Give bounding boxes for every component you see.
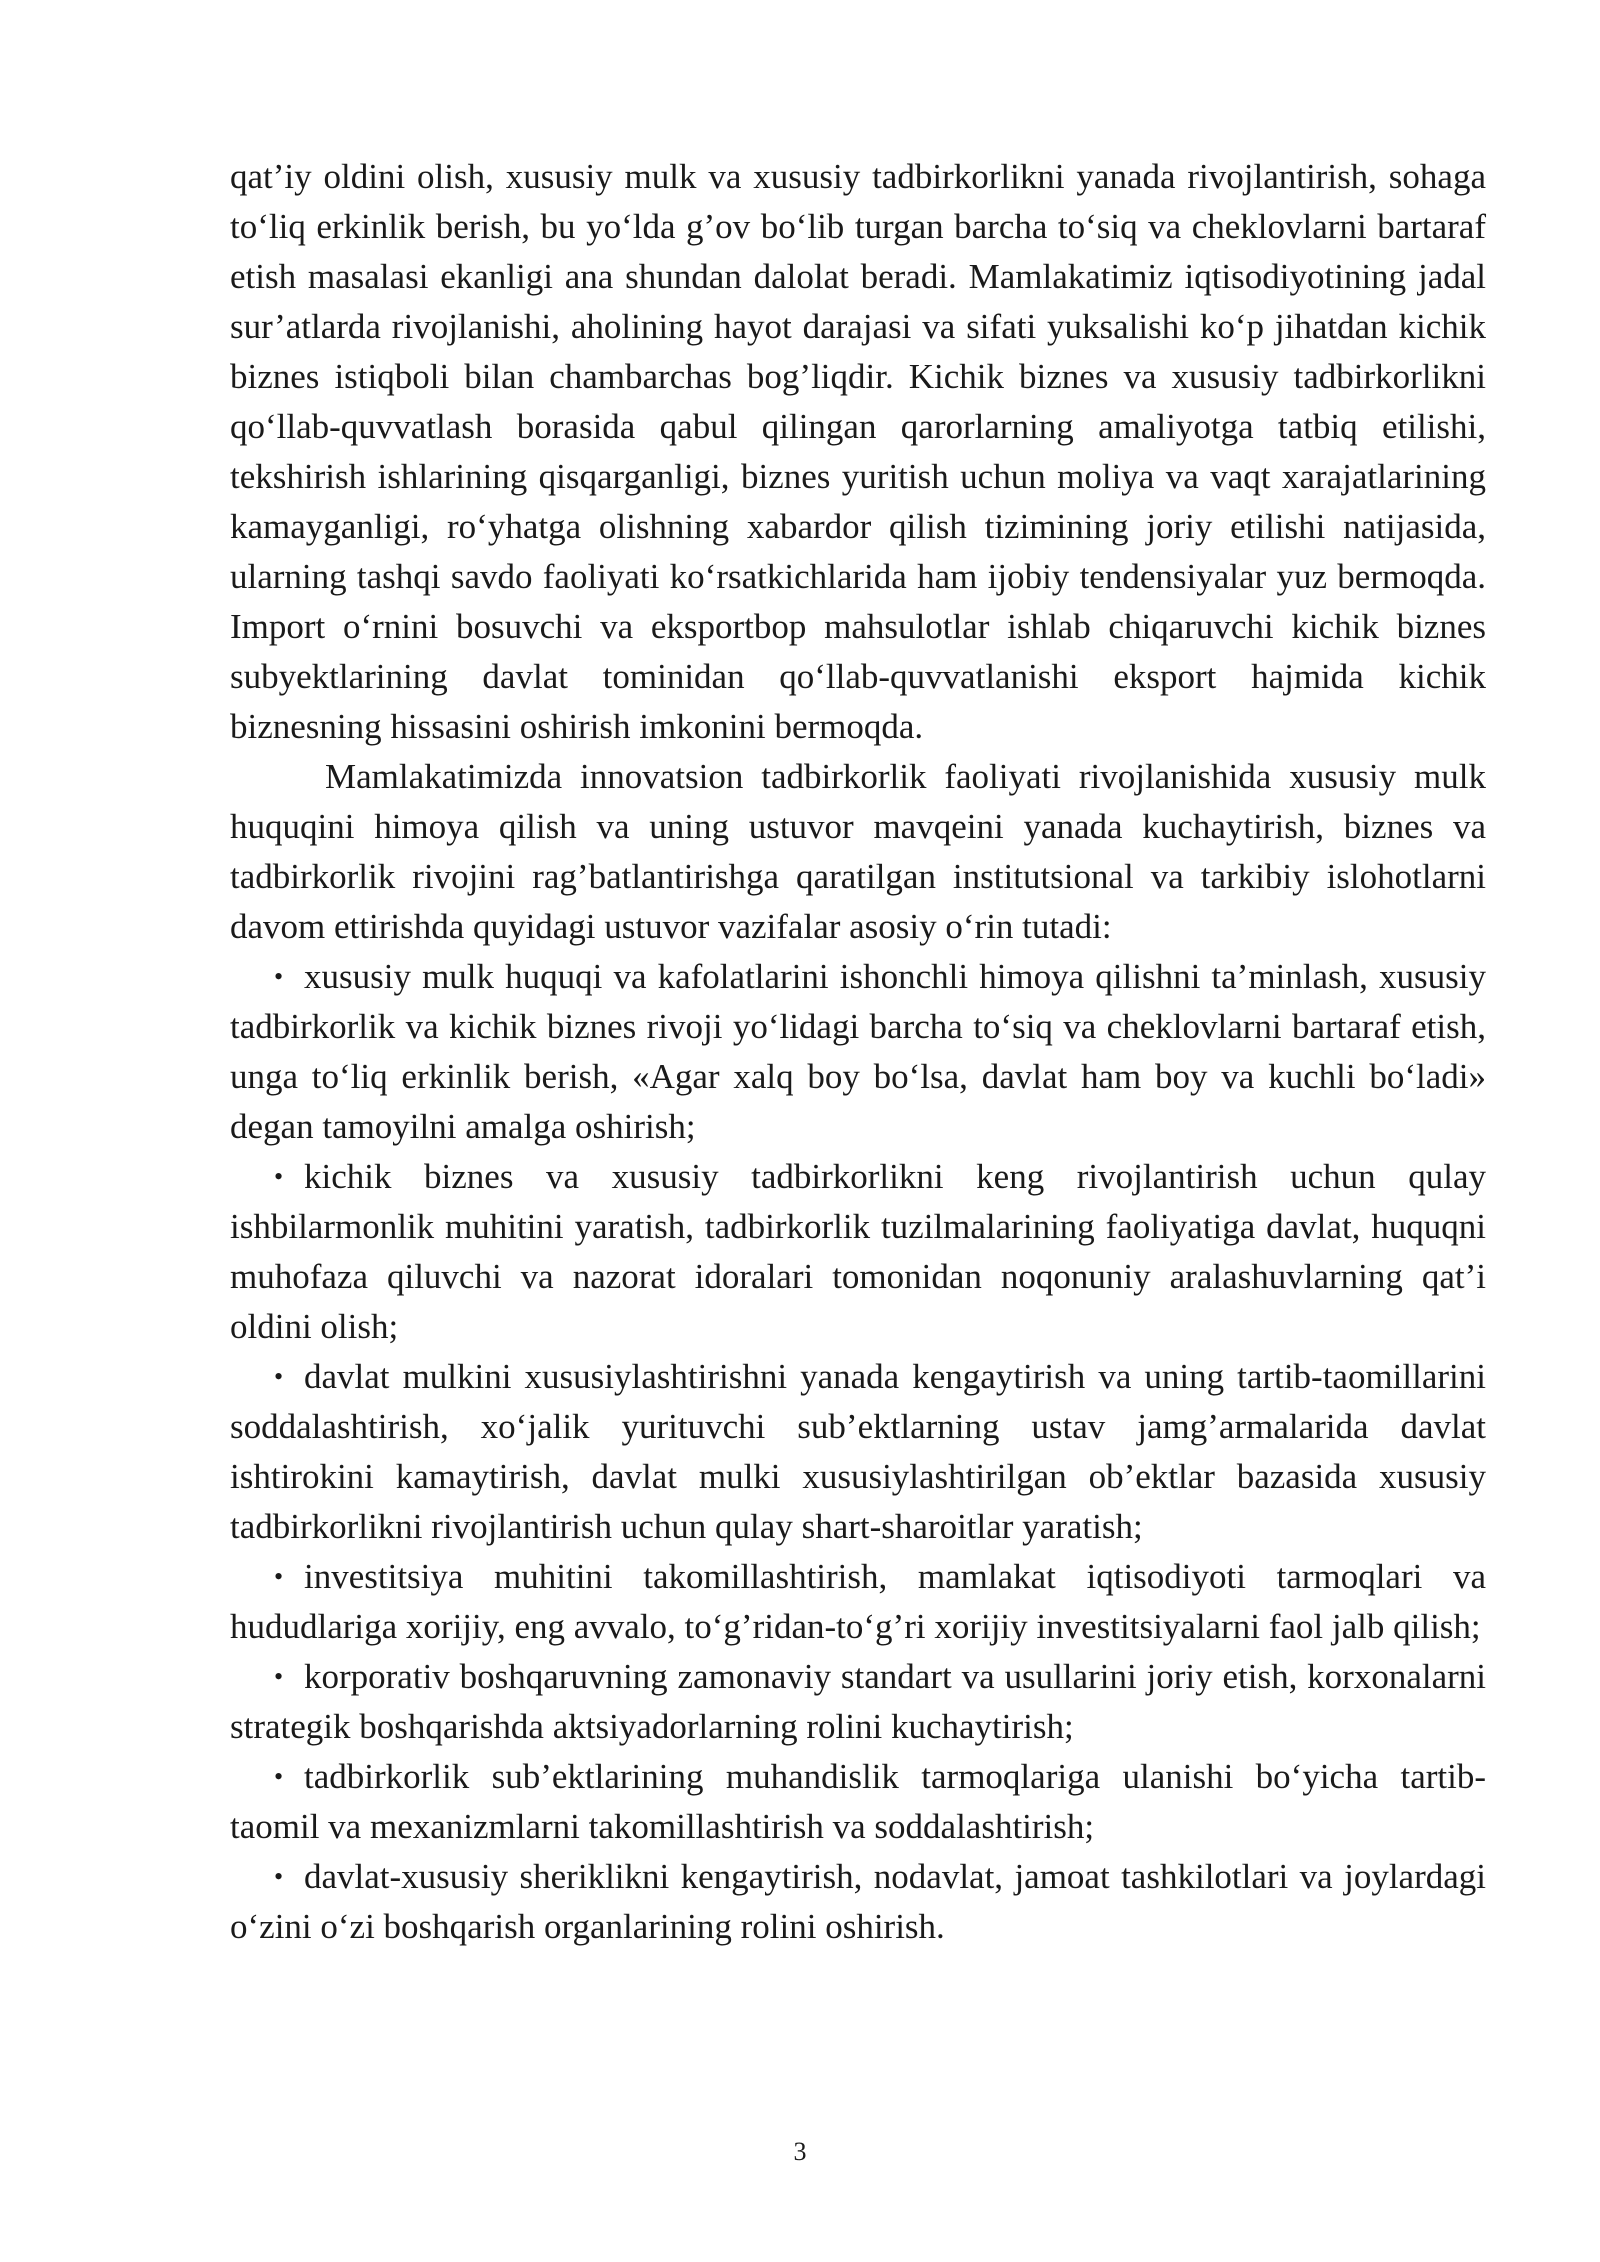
bullet-item [230, 1552, 1486, 1652]
bullet-text: kichik biznes va xususiy tadbirkorlikni keng rivojlantirish uchun qulay ishbilarmonlik muhitini yaratish, tadbirkorlik tuzilmalarining faoliyatiga davlat, huquqni muhofaza qiluvchi va nazorat idoralari tomonidan noqonuniy aralashuvlarning qat’i oldini olish; [230, 1157, 1486, 1346]
bullet-icon: • [274, 1562, 284, 1591]
bullet-text: korporativ boshqaruvning zamonaviy standart va usullarini joriy etish, korxonalarni strategik boshqarishda aktsiyadorlarning rolini kuchaytirish; [230, 1657, 1486, 1746]
body-text [230, 152, 1486, 1952]
page-number: 3 [793, 2137, 807, 2166]
bullet-icon: • [274, 1162, 284, 1191]
paragraph-continuation: qat’iy oldini olish, xususiy mulk va xususiy tadbirkorlikni yanada rivojlantirish, sohaga to‘liq erkinlik berish, bu yo‘lda g’ov bo‘lib turgan barcha to‘siq va cheklovlarni bartaraf etish masalasi ekanligi ana shundan dalolat beradi. Mamlakatimiz iqtisodiyotining jadal sur’atlarda rivojlanishi, aholining hayot darajasi va sifati yuksalishi ko‘p jihatdan kichik biznes istiqboli bilan chambarchas bog’liqdir. Kichik biznes va xususiy tadbirkorlikni qo‘llab-quvvatlash borasida qabul qilingan qarorlarning amaliyotga tatbiq etilishi, tekshirish ishlarining qisqarganligi, biznes yuritish uchun moliya va vaqt xarajatlarining kamayganligi, ro‘yhatga olishning xabardor qilish tizimining joriy etilishi natijasida, ularning tashqi savdo faoliyati ko‘rsatkichlarida ham ijobiy tendensiyalar yuz bermoqda. Import o‘rnini bosuvchi va eksportbop mahsulotlar ishlab chiqaruvchi kichik biznes subyektlarining davlat tominidan qo‘llab-quvvatlanishi eksport hajmida kichik biznesning hissasini oshirish imkonini bermoqda. [230, 157, 1486, 746]
bullet-item [230, 1152, 1486, 1352]
bullet-icon: • [274, 1862, 284, 1891]
bullet-item [230, 1352, 1486, 1552]
bullet-text: tadbirkorlik sub’ektlarining muhandislik tarmoqlariga ulanishi bo‘yicha tartib-taomil va mexanizmlarni takomillashtirish va soddalashtirish; [230, 1757, 1486, 1846]
bullet-text: investitsiya muhitini takomillashtirish, mamlakat iqtisodiyoti tarmoqlari va hududlariga xorijiy, eng avvalo, to‘g’ridan-to‘g’ri xorijiy investitsiyalarni faol jalb qilish; [230, 1557, 1486, 1646]
paragraph-intro: Mamlakatimizda innovatsion tadbirkorlik faoliyati rivojlanishida xususiy mulk huquqini himoya qilish va uning ustuvor mavqeini yanada kuchaytirish, biznes va tadbirkorlik rivojini rag’batlantirishga qaratilgan institutsional va tarkibiy islohotlarni davom ettirishda quyidagi ustuvor vazifalar asosiy o‘rin tutadi: [230, 757, 1486, 946]
bullet-text: xususiy mulk huquqi va kafolatlarini ishonchli himoya qilishni ta’minlash, xususiy tadbirkorlik va kichik biznes rivoji yo‘lidagi barcha to‘siq va cheklovlarni bartaraf etish, unga to‘liq erkinlik berish, «Agar xalq boy bo‘lsa, davlat ham boy va kuchli bo‘ladi» degan tamoyilni amalga oshirish; [230, 957, 1486, 1146]
bullet-item [230, 1752, 1486, 1852]
bullet-icon: • [274, 1662, 284, 1691]
bullet-icon: • [274, 1762, 284, 1791]
bullet-text: davlat-xususiy sheriklikni kengaytirish, nodavlat, jamoat tashkilotlari va joylardagi o‘zini o‘zi boshqarish organlarining rolini oshirish. [230, 1857, 1486, 1946]
bullet-item [230, 1852, 1486, 1952]
bullet-icon: • [274, 1362, 284, 1391]
bullet-item [230, 952, 1486, 1152]
bullet-icon: • [274, 962, 284, 991]
bullet-item [230, 1652, 1486, 1752]
bullet-text: davlat mulkini xususiylashtirishni yanada kengaytirish va uning tartib-taomillarini soddalashtirish, xo‘jalik yurituvchi sub’ektlarning ustav jamg’armalarida davlat ishtirokini kamaytirish, davlat mulki xususiylashtirilgan ob’ektlar bazasida xususiy tadbirkorlikni rivojlantirish uchun qulay shart-sharoitlar yaratish; [230, 1357, 1486, 1546]
